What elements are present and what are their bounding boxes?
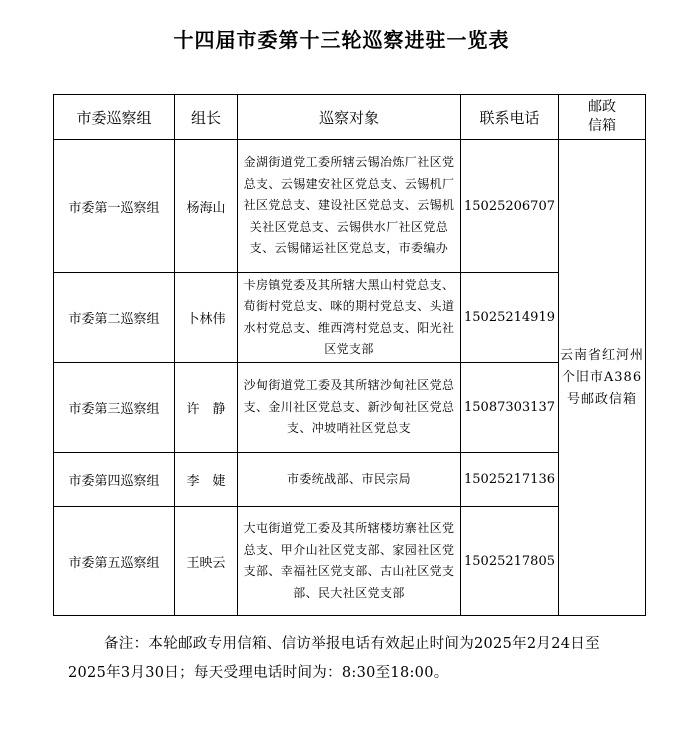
target-cell: 沙甸街道党工委及其所辖沙甸社区党总支、金川社区党总支、新沙甸社区党总支、冲坡哨社区党总支 (238, 363, 461, 453)
table-row (54, 453, 646, 507)
table-row (54, 363, 646, 453)
header-mailbox-line1: 邮政 (588, 99, 616, 115)
leader-cell: 许 静 (175, 363, 238, 453)
leader-cell: 杨海山 (175, 140, 238, 273)
header-mailbox-line2: 信箱 (588, 118, 616, 134)
group-cell: 市委第一巡察组 (54, 140, 175, 273)
group-cell: 市委第四巡察组 (54, 453, 175, 507)
group-cell: 市委第五巡察组 (54, 507, 175, 616)
header-target: 巡察对象 (238, 95, 461, 140)
leader-cell: 李 婕 (175, 453, 238, 507)
mailbox-cell: 云南省红河州个旧市A386号邮政信箱 (559, 140, 646, 616)
header-phone: 联系电话 (461, 95, 559, 140)
table-row (54, 507, 646, 616)
leader-cell: 卜林伟 (175, 273, 238, 363)
table-row (54, 140, 646, 273)
group-cell: 市委第二巡察组 (54, 273, 175, 363)
target-cell: 卡房镇党委及其所辖大黑山村党总支、荀街村党总支、咪的期村党总支、头道水村党总支、维西湾村党总支、阳光社区党支部 (238, 273, 461, 363)
footnote: 备注：本轮邮政专用信箱、信访举报电话有效起止时间为2025年2月24日至2025年3月30日；每天受理电话时间为：8:30至18:00。 (68, 636, 600, 681)
leader-cell: 王映云 (175, 507, 238, 616)
group-cell: 市委第三巡察组 (54, 363, 175, 453)
page-title: 十四届市委第十三轮巡察进驻一览表 (173, 28, 510, 52)
target-cell: 金湖街道党工委所辖云锡冶炼厂社区党总支、云锡建安社区党总支、云锡机厂社区党总支、建设社区党总支、云锡机关社区党总支、云锡供水厂社区党总支、云锡储运社区党总支，市委编办 (238, 140, 461, 273)
inspection-table (53, 94, 646, 616)
table-row (54, 273, 646, 363)
phone-cell: 15025217805 (461, 507, 559, 616)
phone-cell: 15025217136 (461, 453, 559, 507)
phone-cell: 15025206707 (461, 140, 559, 273)
header-leader: 组长 (175, 95, 238, 140)
phone-cell: 15087303137 (461, 363, 559, 453)
header-group: 市委巡察组 (54, 95, 175, 140)
table-header-row (54, 95, 646, 140)
phone-cell: 15025214919 (461, 273, 559, 363)
target-cell: 市委统战部、市民宗局 (238, 453, 461, 507)
header-mailbox (559, 95, 646, 140)
target-cell: 大屯街道党工委及其所辖楼坊寨社区党总支、甲介山社区党支部、家园社区党支部、幸福社区党支部、古山社区党支部、民大社区党支部 (238, 507, 461, 616)
